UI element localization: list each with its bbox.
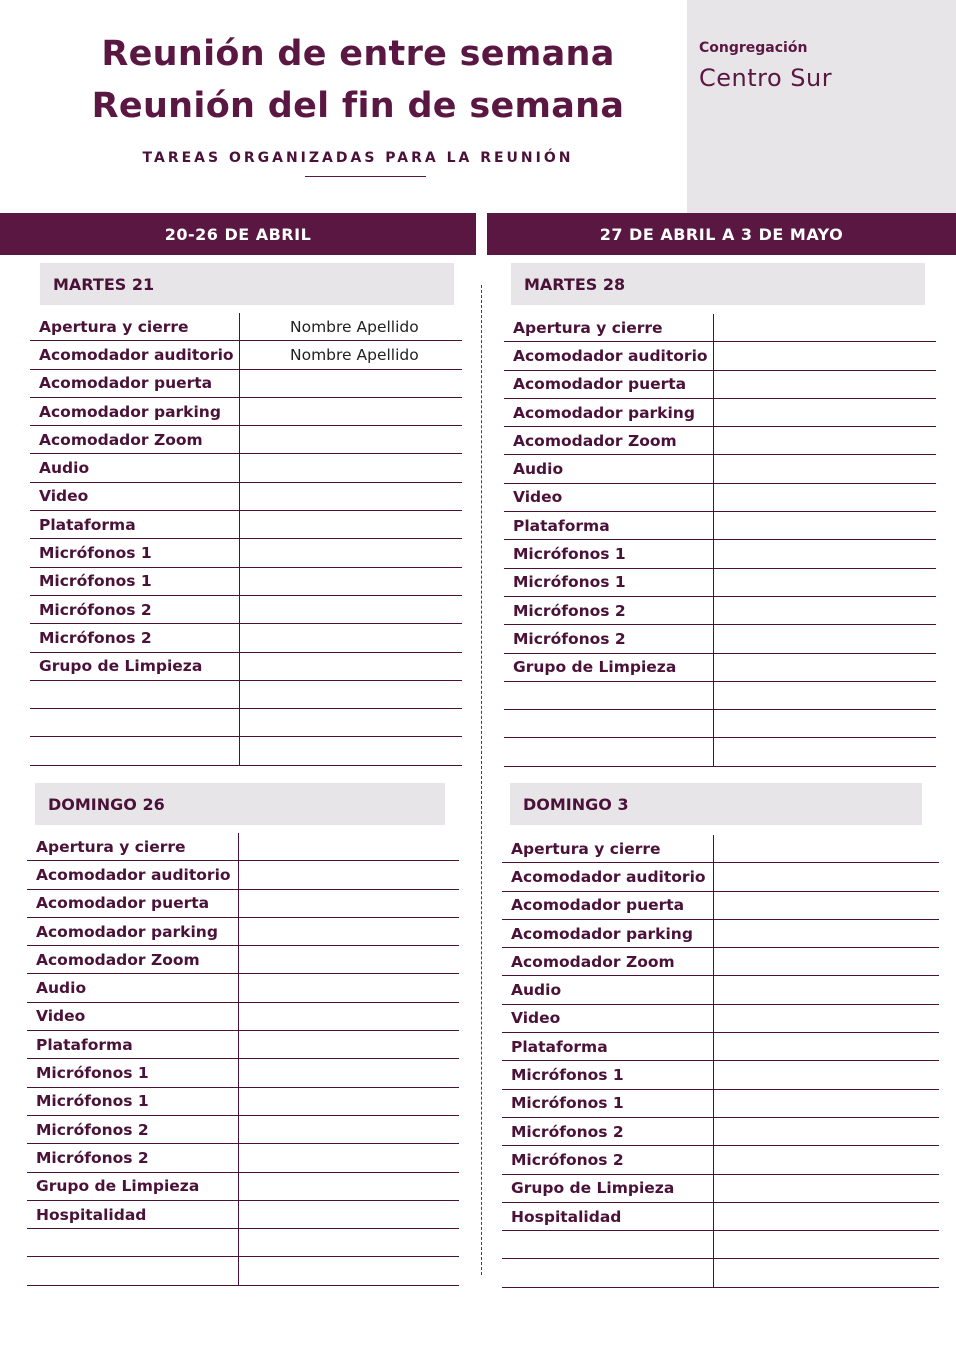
assignee-cell[interactable] bbox=[239, 1002, 460, 1030]
table-row bbox=[30, 680, 462, 708]
role-cell: Acomodador puerta bbox=[27, 889, 239, 917]
assignee-cell[interactable] bbox=[714, 540, 937, 568]
assignee-cell[interactable] bbox=[239, 1172, 460, 1200]
role-cell: Grupo de Limpieza bbox=[504, 653, 714, 681]
table-row bbox=[504, 483, 936, 511]
assignee-cell[interactable] bbox=[714, 1117, 940, 1145]
table-row bbox=[30, 539, 462, 567]
table-row bbox=[27, 1031, 459, 1059]
role-cell: Micrófonos 2 bbox=[30, 624, 240, 652]
table-row bbox=[504, 710, 936, 738]
table-row bbox=[30, 313, 462, 341]
table-row bbox=[27, 1115, 459, 1143]
assignee-cell[interactable] bbox=[240, 369, 463, 397]
assignee-cell[interactable] bbox=[240, 511, 463, 539]
assignee-cell[interactable]: Nombre Apellido bbox=[240, 313, 463, 341]
table-row bbox=[30, 369, 462, 397]
role-cell: Apertura y cierre bbox=[30, 313, 240, 341]
congregation-box bbox=[687, 0, 956, 213]
table-row bbox=[504, 427, 936, 455]
table-row bbox=[504, 314, 936, 342]
role-cell: Micrófonos 1 bbox=[30, 539, 240, 567]
role-cell: Audio bbox=[504, 455, 714, 483]
table-row bbox=[502, 1174, 939, 1202]
assignee-cell[interactable] bbox=[714, 314, 937, 342]
role-cell: Micrófonos 1 bbox=[502, 1061, 714, 1089]
role-cell: Micrófonos 1 bbox=[27, 1059, 239, 1087]
assignee-cell[interactable] bbox=[240, 709, 463, 737]
assignee-cell[interactable] bbox=[240, 737, 463, 765]
table-row bbox=[504, 540, 936, 568]
table-row bbox=[30, 426, 462, 454]
assignee-cell[interactable] bbox=[714, 596, 937, 624]
role-cell: Grupo de Limpieza bbox=[30, 652, 240, 680]
page-subtitle: TAREAS ORGANIZADAS PARA LA REUNIÓN bbox=[142, 150, 574, 166]
role-cell: Micrófonos 2 bbox=[30, 595, 240, 623]
table-row bbox=[504, 625, 936, 653]
role-cell: Apertura y cierre bbox=[27, 833, 239, 861]
assignee-cell[interactable] bbox=[239, 1087, 460, 1115]
role-cell: Micrófonos 2 bbox=[504, 625, 714, 653]
assignee-cell[interactable] bbox=[714, 483, 937, 511]
congregation-label: Congregación bbox=[699, 40, 808, 56]
week-header-2: 27 DE ABRIL A 3 DE MAYO bbox=[487, 213, 956, 255]
assignee-cell[interactable] bbox=[714, 1231, 940, 1259]
role-cell: Plataforma bbox=[30, 511, 240, 539]
role-cell bbox=[504, 681, 714, 709]
schedule-table-weekend-2 bbox=[502, 835, 939, 1288]
table-row bbox=[27, 1144, 459, 1172]
day-header-weekend-1: DOMINGO 26 bbox=[35, 783, 445, 825]
role-cell: Acomodador parking bbox=[504, 398, 714, 426]
role-cell bbox=[30, 680, 240, 708]
table-row bbox=[27, 974, 459, 1002]
role-cell: Acomodador auditorio bbox=[502, 863, 714, 891]
assignee-cell[interactable] bbox=[239, 1229, 460, 1257]
assignee-cell[interactable] bbox=[714, 1259, 940, 1287]
assignee-cell[interactable] bbox=[239, 1115, 460, 1143]
table-row bbox=[27, 861, 459, 889]
assignee-cell[interactable] bbox=[714, 835, 940, 863]
assignee-cell[interactable] bbox=[714, 427, 937, 455]
role-cell: Acomodador Zoom bbox=[504, 427, 714, 455]
role-cell bbox=[30, 737, 240, 765]
assignee-cell[interactable] bbox=[714, 919, 940, 947]
role-cell: Acomodador parking bbox=[27, 917, 239, 945]
table-row bbox=[502, 835, 939, 863]
table-row bbox=[30, 482, 462, 510]
table-row bbox=[504, 653, 936, 681]
table-row bbox=[502, 919, 939, 947]
table-row bbox=[30, 341, 462, 369]
assignee-cell[interactable] bbox=[240, 482, 463, 510]
table-row bbox=[27, 889, 459, 917]
assignee-cell[interactable] bbox=[714, 455, 937, 483]
table-row bbox=[27, 1200, 459, 1228]
table-row bbox=[502, 891, 939, 919]
day-header-weekend-2: DOMINGO 3 bbox=[510, 783, 922, 825]
table-row bbox=[502, 1231, 939, 1259]
assignee-cell[interactable]: Nombre Apellido bbox=[240, 341, 463, 369]
table-row bbox=[30, 652, 462, 680]
assignee-cell[interactable] bbox=[240, 624, 463, 652]
day-header-midweek-1: MARTES 21 bbox=[40, 263, 454, 305]
assignee-cell[interactable] bbox=[240, 567, 463, 595]
assignee-cell[interactable] bbox=[240, 652, 463, 680]
role-cell bbox=[27, 1229, 239, 1257]
role-cell: Micrófonos 2 bbox=[504, 596, 714, 624]
assignee-cell[interactable] bbox=[714, 398, 937, 426]
assignee-cell[interactable] bbox=[714, 976, 940, 1004]
table-row bbox=[504, 455, 936, 483]
assignee-cell[interactable] bbox=[714, 863, 940, 891]
assignee-cell[interactable] bbox=[714, 891, 940, 919]
table-row bbox=[27, 1229, 459, 1257]
table-row bbox=[502, 1259, 939, 1287]
role-cell: Grupo de Limpieza bbox=[502, 1174, 714, 1202]
role-cell: Acomodador parking bbox=[502, 919, 714, 947]
role-cell: Acomodador Zoom bbox=[502, 948, 714, 976]
role-cell: Plataforma bbox=[504, 512, 714, 540]
table-row bbox=[502, 1117, 939, 1145]
table-row bbox=[27, 1257, 459, 1285]
table-row bbox=[30, 511, 462, 539]
role-cell: Apertura y cierre bbox=[502, 835, 714, 863]
role-cell: Acomodador auditorio bbox=[27, 861, 239, 889]
assignee-cell[interactable] bbox=[239, 1257, 460, 1285]
assignee-cell[interactable] bbox=[240, 539, 463, 567]
role-cell: Micrófonos 2 bbox=[502, 1117, 714, 1145]
table-row bbox=[502, 1004, 939, 1032]
role-cell: Acomodador parking bbox=[30, 397, 240, 425]
role-cell: Acomodador puerta bbox=[504, 370, 714, 398]
assignee-cell[interactable] bbox=[240, 397, 463, 425]
table-row bbox=[504, 342, 936, 370]
role-cell: Acomodador auditorio bbox=[504, 342, 714, 370]
assignee-cell[interactable] bbox=[239, 1144, 460, 1172]
role-cell: Video bbox=[502, 1004, 714, 1032]
assignee-cell[interactable] bbox=[240, 454, 463, 482]
assignee-cell[interactable] bbox=[714, 370, 937, 398]
table-row bbox=[504, 568, 936, 596]
assignee-cell[interactable] bbox=[714, 1174, 940, 1202]
assignee-cell[interactable] bbox=[714, 710, 937, 738]
assignee-cell[interactable] bbox=[714, 625, 937, 653]
table-row bbox=[30, 737, 462, 765]
assignee-cell[interactable] bbox=[239, 917, 460, 945]
role-cell: Micrófonos 2 bbox=[27, 1144, 239, 1172]
assignee-cell[interactable] bbox=[239, 861, 460, 889]
role-cell: Plataforma bbox=[502, 1033, 714, 1061]
role-cell bbox=[30, 709, 240, 737]
role-cell: Acomodador Zoom bbox=[27, 946, 239, 974]
role-cell: Micrófonos 2 bbox=[27, 1115, 239, 1143]
title-block bbox=[0, 0, 686, 200]
assignee-cell[interactable] bbox=[714, 653, 937, 681]
table-row bbox=[30, 454, 462, 482]
table-row bbox=[502, 948, 939, 976]
role-cell bbox=[502, 1259, 714, 1287]
assignee-cell[interactable] bbox=[239, 946, 460, 974]
role-cell: Hospitalidad bbox=[502, 1202, 714, 1230]
role-cell: Video bbox=[27, 1002, 239, 1030]
table-row bbox=[502, 1146, 939, 1174]
day-header-midweek-2: MARTES 28 bbox=[511, 263, 925, 305]
assignee-cell[interactable] bbox=[714, 1146, 940, 1174]
role-cell: Grupo de Limpieza bbox=[27, 1172, 239, 1200]
assignee-cell[interactable] bbox=[714, 342, 937, 370]
table-row bbox=[504, 512, 936, 540]
schedule-table-midweek-2 bbox=[504, 314, 936, 767]
table-row bbox=[30, 624, 462, 652]
table-row bbox=[504, 596, 936, 624]
table-row bbox=[504, 738, 936, 766]
assignee-cell[interactable] bbox=[240, 680, 463, 708]
role-cell: Plataforma bbox=[27, 1031, 239, 1059]
table-row bbox=[504, 370, 936, 398]
congregation-name: Centro Sur bbox=[699, 64, 833, 92]
role-cell bbox=[504, 738, 714, 766]
assignee-cell[interactable] bbox=[714, 1033, 940, 1061]
assignee-cell[interactable] bbox=[714, 568, 937, 596]
table-row bbox=[502, 1061, 939, 1089]
page-title-weekend: Reunión del fin de semana bbox=[91, 86, 625, 126]
table-row bbox=[502, 976, 939, 1004]
table-row bbox=[504, 681, 936, 709]
assignee-cell[interactable] bbox=[239, 1059, 460, 1087]
assignee-cell[interactable] bbox=[240, 595, 463, 623]
week-header-1: 20-26 DE ABRIL bbox=[0, 213, 476, 255]
role-cell: Micrófonos 1 bbox=[502, 1089, 714, 1117]
table-row bbox=[27, 917, 459, 945]
role-cell: Acomodador auditorio bbox=[30, 341, 240, 369]
table-row bbox=[502, 863, 939, 891]
assignee-cell[interactable] bbox=[714, 1061, 940, 1089]
table-row bbox=[27, 946, 459, 974]
assignee-cell[interactable] bbox=[714, 1089, 940, 1117]
role-cell: Audio bbox=[30, 454, 240, 482]
subtitle-underline bbox=[305, 176, 426, 177]
table-row bbox=[502, 1033, 939, 1061]
table-row bbox=[30, 397, 462, 425]
assignee-cell[interactable] bbox=[239, 889, 460, 917]
role-cell: Acomodador Zoom bbox=[30, 426, 240, 454]
assignee-cell[interactable] bbox=[714, 681, 937, 709]
role-cell: Acomodador puerta bbox=[502, 891, 714, 919]
role-cell: Micrófonos 2 bbox=[502, 1146, 714, 1174]
column-divider bbox=[481, 285, 482, 1275]
assignee-cell[interactable] bbox=[239, 974, 460, 1002]
role-cell bbox=[27, 1257, 239, 1285]
table-row bbox=[502, 1089, 939, 1117]
assignee-cell[interactable] bbox=[714, 1202, 940, 1230]
role-cell: Acomodador puerta bbox=[30, 369, 240, 397]
role-cell: Audio bbox=[502, 976, 714, 1004]
role-cell bbox=[504, 710, 714, 738]
table-row bbox=[502, 1202, 939, 1230]
assignee-cell[interactable] bbox=[239, 1200, 460, 1228]
role-cell: Micrófonos 1 bbox=[504, 568, 714, 596]
role-cell: Apertura y cierre bbox=[504, 314, 714, 342]
assignee-cell[interactable] bbox=[240, 426, 463, 454]
role-cell: Audio bbox=[27, 974, 239, 1002]
role-cell: Micrófonos 1 bbox=[504, 540, 714, 568]
role-cell: Video bbox=[30, 482, 240, 510]
schedule-table-weekend-1 bbox=[27, 833, 459, 1286]
assignee-cell[interactable] bbox=[714, 948, 940, 976]
table-row bbox=[27, 1002, 459, 1030]
page-title-midweek: Reunión de entre semana bbox=[101, 34, 615, 74]
table-row bbox=[30, 595, 462, 623]
role-cell: Micrófonos 1 bbox=[27, 1087, 239, 1115]
assignee-cell[interactable] bbox=[239, 833, 460, 861]
table-row bbox=[30, 567, 462, 595]
role-cell: Hospitalidad bbox=[27, 1200, 239, 1228]
table-row bbox=[30, 709, 462, 737]
table-row bbox=[504, 398, 936, 426]
table-row bbox=[27, 1059, 459, 1087]
table-row bbox=[27, 833, 459, 861]
table-row bbox=[27, 1087, 459, 1115]
role-cell: Micrófonos 1 bbox=[30, 567, 240, 595]
assignee-cell[interactable] bbox=[714, 738, 937, 766]
assignee-cell[interactable] bbox=[714, 1004, 940, 1032]
table-row bbox=[27, 1172, 459, 1200]
assignee-cell[interactable] bbox=[239, 1031, 460, 1059]
role-cell bbox=[502, 1231, 714, 1259]
schedule-table-midweek-1 bbox=[30, 313, 462, 766]
assignee-cell[interactable] bbox=[714, 512, 937, 540]
role-cell: Video bbox=[504, 483, 714, 511]
